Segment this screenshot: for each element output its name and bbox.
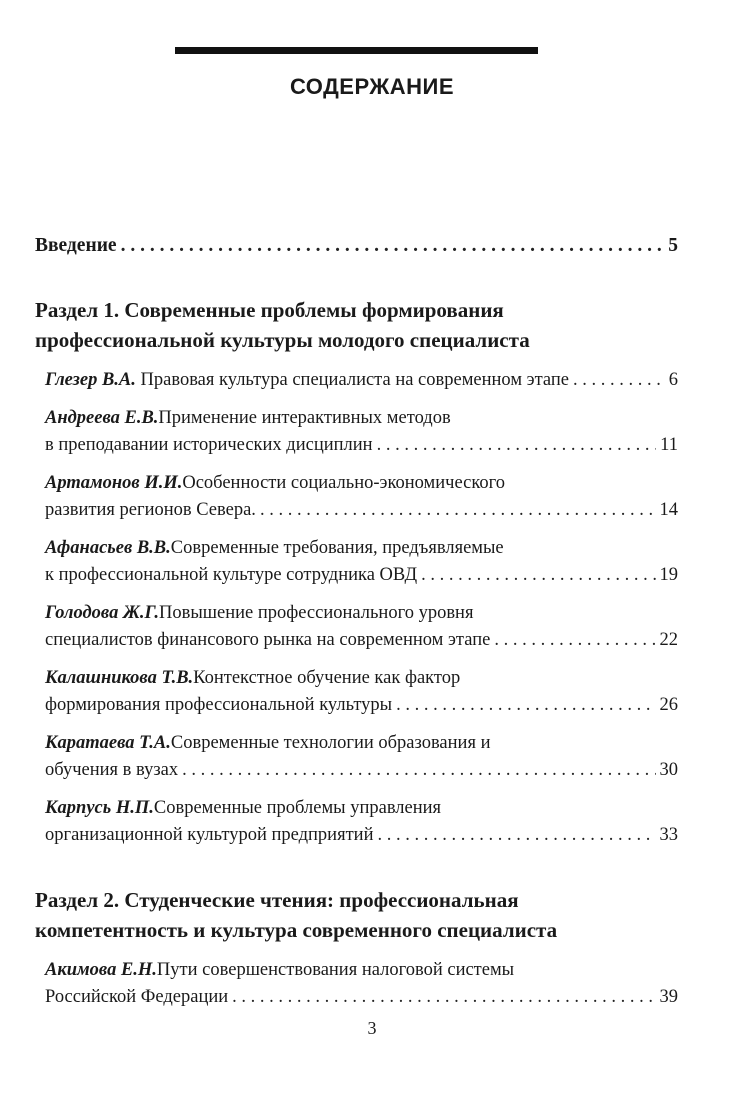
entry-page: 22	[659, 630, 678, 650]
entry-author: Афанасьев В.В.	[45, 538, 171, 558]
entry-line	[45, 665, 678, 692]
toc-entry[interactable]	[45, 405, 678, 459]
entry-author: Каратаева Т.А.	[45, 733, 171, 753]
entry-title-line: обучения в вузах	[45, 760, 179, 780]
toc-entry[interactable]	[45, 730, 678, 784]
table-of-contents	[35, 232, 678, 1022]
entry-title-line: Повышение профессионального уровня	[158, 603, 474, 623]
entry-page: 39	[659, 987, 678, 1007]
toc-entry[interactable]	[45, 795, 678, 849]
dot-leader	[421, 562, 655, 589]
entry-title-line: организационной культурой предприятий	[45, 825, 374, 845]
entry-line	[45, 432, 678, 459]
entry-page: 14	[659, 500, 678, 520]
toc-entry[interactable]	[45, 535, 678, 589]
entry-line	[45, 405, 678, 432]
entry-title-line: Современные технологии образования и	[170, 733, 491, 753]
toc-entry[interactable]	[45, 470, 678, 524]
page-number: 3	[367, 1018, 377, 1038]
dot-leader	[182, 757, 655, 784]
entry-page: 11	[660, 435, 678, 455]
entry-page: 30	[659, 760, 678, 780]
entry-author: Калашникова Т.В.	[45, 668, 194, 688]
entry-line	[45, 535, 678, 562]
entry-title-line: специалистов финансового рынка на современном этапе	[45, 630, 491, 650]
section-heading-line: профессиональной культуры молодого специалиста	[35, 328, 530, 352]
entry-line	[45, 470, 678, 497]
entry-line	[45, 822, 678, 849]
toc-entry[interactable]	[45, 665, 678, 719]
entry-title-line: Пути совершенствования налоговой системы	[156, 960, 515, 980]
entry-title-line: к профессиональной культуре сотрудника ОВД	[45, 565, 418, 585]
entry-page: 19	[659, 565, 678, 585]
dot-leader	[260, 497, 656, 524]
section-heading-line: Раздел 2. Студенческие чтения: профессиональная	[35, 888, 519, 912]
entry-author: Андреева Е.В.	[45, 408, 159, 428]
entry-line	[45, 730, 678, 757]
entry-title: Введение	[35, 235, 117, 256]
entry-line	[45, 627, 678, 654]
entry-title-line: Контекстное обучение как фактор	[193, 668, 461, 688]
entry-title-line: Современные требования, предъявляемые	[170, 538, 504, 558]
top-rule	[175, 47, 538, 54]
dot-leader	[396, 692, 655, 719]
entry-line	[45, 957, 678, 984]
entry-page: 6	[668, 370, 678, 390]
toc-entry-introduction[interactable]	[35, 232, 678, 259]
dot-leader	[377, 822, 655, 849]
dot-leader	[573, 367, 665, 394]
toc-entry[interactable]	[45, 957, 678, 1011]
entry-title-line: Современные проблемы управления	[153, 798, 442, 818]
entry-page: 26	[659, 695, 678, 715]
section-heading-line: Раздел 1. Современные проблемы формирования	[35, 298, 504, 322]
entry-title-line: Российской Федерации	[45, 987, 229, 1007]
dot-leader	[494, 627, 655, 654]
section-heading	[35, 885, 678, 945]
entry-page: 33	[659, 825, 678, 845]
entry-title-text: Правовая культура специалиста на современном этапе	[140, 370, 569, 390]
section-heading	[35, 295, 678, 355]
entry-line	[45, 795, 678, 822]
entry-author: Карпусь Н.П.	[45, 798, 154, 818]
entry-line	[45, 984, 678, 1011]
entry-line	[45, 692, 678, 719]
dot-leader	[377, 432, 657, 459]
toc-entry[interactable]	[45, 600, 678, 654]
entry-page: 5	[668, 235, 678, 256]
entry-author: Артамонов И.И.	[45, 473, 183, 493]
entry-line	[45, 562, 678, 589]
entry-author: Акимова Е.Н.	[45, 960, 157, 980]
entry-title-line: в преподавании исторических дисциплин	[45, 435, 373, 455]
entry-title-line: формирования профессиональной культуры	[45, 695, 393, 715]
entry-author: Глезер В.А.	[45, 370, 136, 390]
entry-line	[45, 367, 678, 394]
entry-author: Голодова Ж.Г.	[45, 603, 159, 623]
section-heading-line: компетентность и культура современного специалиста	[35, 918, 558, 942]
entry-title-line: развития регионов Севера.	[45, 500, 256, 520]
entry-title-line	[45, 367, 569, 394]
entry-line	[45, 497, 678, 524]
toc-entry[interactable]	[45, 367, 678, 394]
entry-line	[45, 757, 678, 784]
entry-title-line: Особенности социально-экономического	[182, 473, 506, 493]
entry-title-line: Применение интерактивных методов	[158, 408, 451, 428]
dot-leader	[121, 232, 665, 259]
dot-leader	[232, 984, 655, 1011]
entry-line	[45, 600, 678, 627]
page-title: СОДЕРЖАНИЕ	[289, 74, 455, 99]
